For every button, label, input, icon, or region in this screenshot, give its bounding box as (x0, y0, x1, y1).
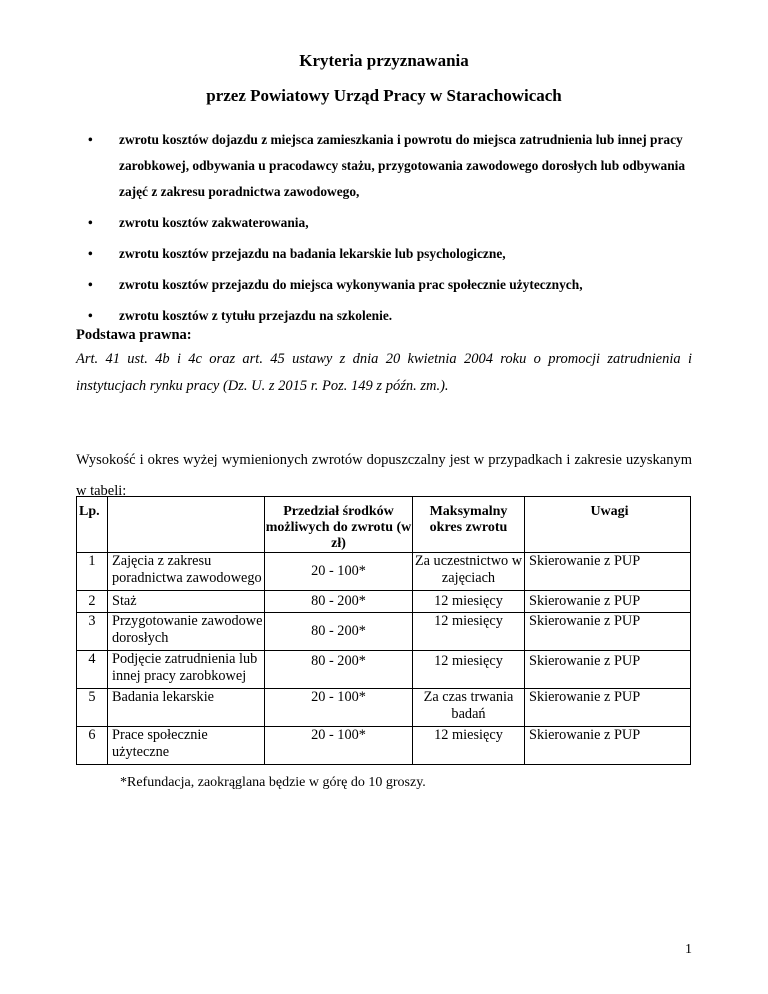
header-name (108, 497, 265, 553)
document-title-line1: Kryteria przyznawania (299, 51, 469, 70)
list-item: • zwrotu kosztów z tytułu przejazdu na szkolenie. (88, 303, 688, 329)
intro-paragraph: Wysokość i okres wyżej wymienionych zwrotów dopuszczalny jest w przypadkach i zakresie uzyskanym w tabeli: (76, 452, 692, 499)
cell-remarks: Skierowanie z PUP (525, 591, 691, 613)
legal-basis-heading: Podstawa prawna: (76, 327, 192, 343)
cell-name: Prace społecznie użyteczne (108, 727, 265, 765)
cell-range: 20 - 100* (265, 553, 413, 591)
header-max-period: Maksymalny okres zwrotu (413, 497, 525, 553)
table-row (77, 651, 691, 689)
header-remarks: Uwagi (525, 497, 691, 553)
page-number: 1 (685, 942, 692, 957)
table-row (77, 553, 691, 591)
cell-lp: 4 (77, 651, 108, 689)
cell-max-period: 12 miesięcy (413, 651, 525, 689)
table-row (77, 727, 691, 765)
cell-max-period: Za czas trwania badań (413, 689, 525, 727)
cell-max-period: 12 miesięcy (413, 591, 525, 613)
cell-remarks: Skierowanie z PUP (525, 553, 691, 591)
cell-lp: 6 (77, 727, 108, 765)
cell-range: 80 - 200* (265, 651, 413, 689)
list-item: • zwrotu kosztów przejazdu do miejsca wykonywania prac społecznie użytecznych, (88, 272, 688, 298)
document-title-line2: przez Powiatowy Urząd Pracy w Starachowicach (206, 86, 562, 105)
cell-range: 20 - 100* (265, 689, 413, 727)
cell-remarks: Skierowanie z PUP (525, 613, 691, 651)
cell-name: Podjęcie zatrudnienia lub innej pracy zarobkowej (108, 651, 265, 689)
table-row (77, 613, 691, 651)
table-header-row (77, 497, 691, 553)
table-row (77, 591, 691, 613)
cell-lp: 5 (77, 689, 108, 727)
cell-max-period: 12 miesięcy (413, 613, 525, 651)
legal-basis-text: Art. 41 ust. 4b i 4c oraz art. 45 ustawy z dnia 20 kwietnia 2004 roku o promocji zatrudnienia i instytucjach rynku pracy (Dz. U. z 2015 r. Poz. 149 z późn. zm.). (76, 351, 692, 394)
cell-remarks: Skierowanie z PUP (525, 651, 691, 689)
cell-max-period: 12 miesięcy (413, 727, 525, 765)
bullet-icon: • (88, 308, 93, 323)
table-footnote: *Refundacja, zaokrąglana będzie w górę do 10 groszy. (120, 775, 426, 790)
header-range: Przedział środków możliwych do zwrotu (w zł) (265, 497, 413, 553)
bullet-icon: • (88, 132, 93, 147)
list-item: • zwrotu kosztów zakwaterowania, (88, 210, 688, 236)
bullet-icon: • (88, 246, 93, 261)
cell-remarks: Skierowanie z PUP (525, 689, 691, 727)
header-lp: Lp. (77, 497, 108, 553)
cell-name: Zajęcia z zakresu poradnictwa zawodowego (108, 553, 265, 591)
cell-remarks: Skierowanie z PUP (525, 727, 691, 765)
cell-range: 80 - 200* (265, 591, 413, 613)
cell-name: Staż (108, 591, 265, 613)
cell-lp: 3 (77, 613, 108, 651)
list-item: • zwrotu kosztów dojazdu z miejsca zamieszkania i powrotu do miejsca zatrudnienia lub innej pracy zarobkowej, odbywania u pracodawcy stażu, przygotowania zawodowego dorosłych lub odbywania zajęć z zakresu poradnictwa zawodowego, (88, 127, 688, 205)
cell-name: Badania lekarskie (108, 689, 265, 727)
cell-lp: 1 (77, 553, 108, 591)
table-row (77, 689, 691, 727)
cell-range: 80 - 200* (265, 613, 413, 651)
cell-lp: 2 (77, 591, 108, 613)
cell-name: Przygotowanie zawodowe dorosłych (108, 613, 265, 651)
bullet-icon: • (88, 215, 93, 230)
list-item: • zwrotu kosztów przejazdu na badania lekarskie lub psychologiczne, (88, 241, 688, 267)
cell-range: 20 - 100* (265, 727, 413, 765)
bullet-icon: • (88, 277, 93, 292)
cell-max-period: Za uczestnictwo w zajęciach (413, 553, 525, 591)
refund-table (76, 496, 691, 765)
refund-types-list (88, 127, 688, 334)
